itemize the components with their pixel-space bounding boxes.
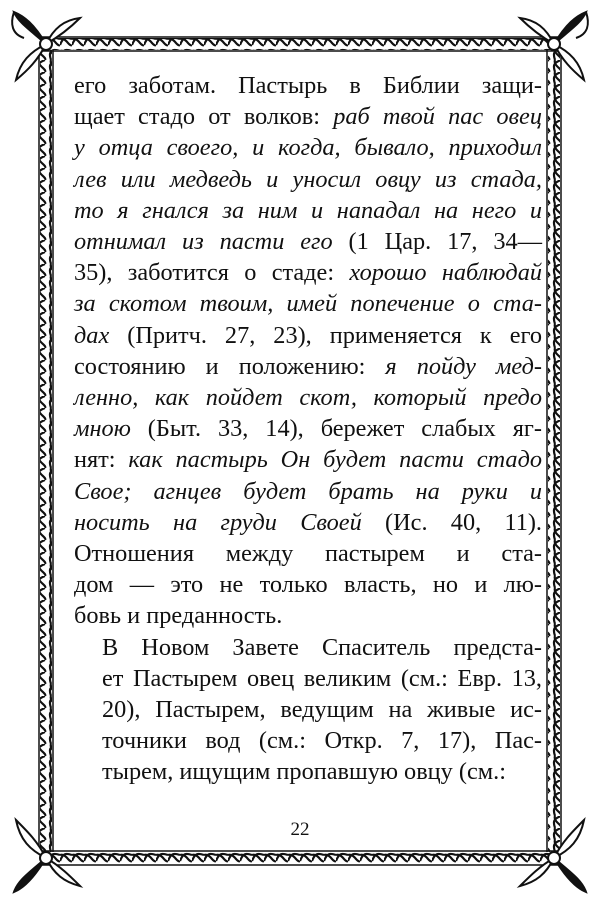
text-run: (Ис. 40, 11). (361, 508, 543, 536)
text-run: тырем, ищущим пропавшую овцу (см.: (102, 758, 506, 786)
text-line (74, 632, 542, 663)
text-line (74, 257, 542, 288)
text-line (74, 663, 542, 694)
text-line (74, 507, 542, 538)
text-line (74, 351, 542, 382)
text-run: бовь и преданность. (74, 602, 283, 630)
text-line (74, 288, 542, 319)
text-run: (1 Цар. 17, 34— (332, 228, 542, 256)
border-left-rope (40, 50, 52, 852)
text-line (74, 569, 542, 600)
text-run: (Притч. 27, 23), применяется к его (109, 321, 542, 349)
text-line (74, 195, 542, 226)
paragraph-1 (74, 70, 542, 632)
text-line (74, 476, 542, 507)
italic-quote: Свое; агнцев будет брать на руки и (74, 477, 542, 505)
italic-quote: я пойду мед- (385, 352, 542, 380)
text-run: нят: (74, 446, 129, 474)
italic-quote: носить на груди Своей (74, 508, 362, 536)
border-bottom-rope (40, 852, 560, 864)
text-run: ет Пастырем овец великим (см.: Евр. 13, (102, 664, 542, 692)
text-line (74, 320, 542, 351)
text-line (74, 382, 542, 413)
italic-quote: отнимал из пасти его (74, 228, 333, 256)
text-run: Отношения между пастырем и ста- (74, 540, 542, 568)
italic-quote: лев или медведь и уносил овцу из стада, (74, 165, 542, 193)
italic-quote: то я гнался за ним и нападал на него и (74, 196, 542, 224)
text-run: 20), Пастырем, ведущим на живые ис- (102, 696, 542, 724)
italic-quote: ленно, как пойдет скот, который предо (74, 384, 542, 412)
text-run: 35), заботится о стаде: (74, 259, 350, 287)
italic-quote: дах (74, 321, 110, 349)
text-line (74, 164, 542, 195)
italic-quote: мною (74, 415, 131, 443)
text-run: состоянию и положению: (74, 352, 386, 380)
page-body-text (74, 70, 542, 788)
text-run: его заботам. Пастырь в Библии защи- (74, 72, 542, 99)
text-line (74, 226, 542, 257)
paragraph-2 (74, 632, 542, 788)
border-top-rope (40, 38, 560, 50)
italic-quote: как пастырь Он будет пасти стадо (128, 446, 543, 474)
text-run: дом — это не только власть, но и лю- (74, 571, 542, 599)
text-line (74, 725, 542, 756)
text-line (74, 538, 542, 569)
page-number: 22 (290, 819, 310, 840)
italic-quote: за скотом твоим, имей попечение о ста- (74, 290, 542, 318)
text-line (74, 600, 542, 631)
text-line (74, 756, 542, 787)
italic-quote: хорошо наблюдай (349, 259, 542, 287)
text-line (74, 413, 542, 444)
text-line (74, 101, 542, 132)
text-line (74, 444, 542, 475)
text-run: щает стадо от волков: (74, 103, 334, 131)
text-run: В Новом Завете Спаситель предста- (102, 633, 542, 661)
italic-quote: у отца своего, и когда, бывало, приходил (74, 134, 542, 162)
border-right-rope (548, 50, 560, 852)
italic-quote: раб твой пас овец (333, 103, 542, 131)
text-line (74, 694, 542, 725)
text-run: (Быт. 33, 14), бережет слабых яг- (130, 415, 542, 443)
text-line (74, 70, 542, 101)
text-run: точники вод (см.: Откр. 7, 17), Пас- (102, 727, 542, 755)
text-line (74, 132, 542, 163)
